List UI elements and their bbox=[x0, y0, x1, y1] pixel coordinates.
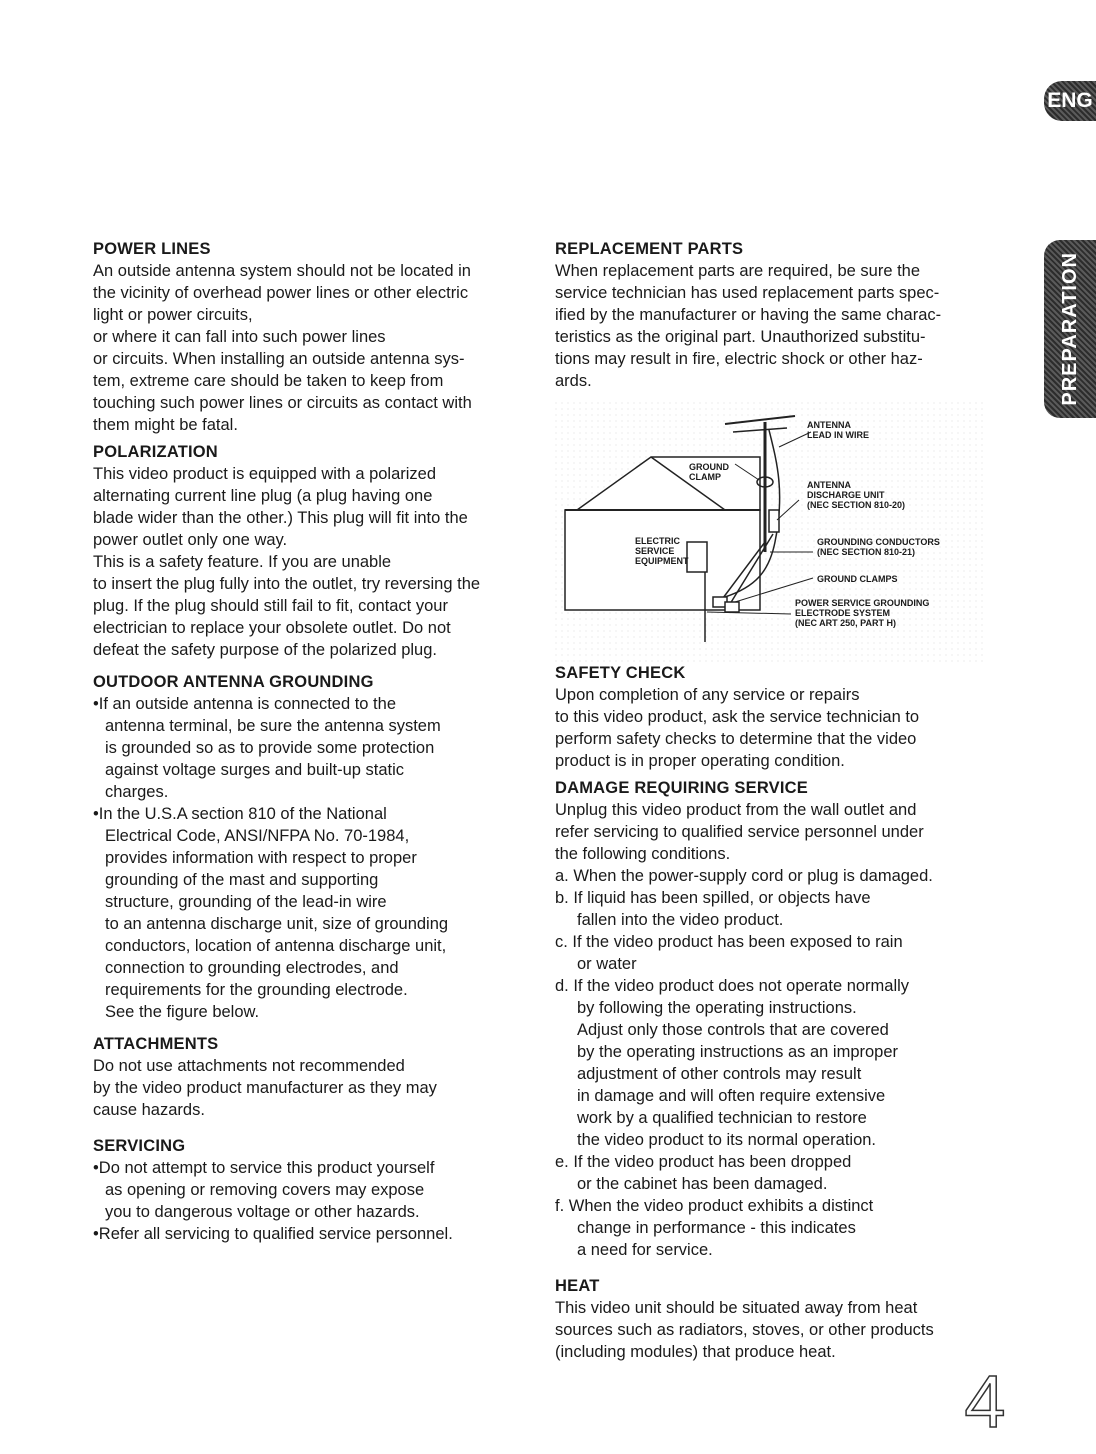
tab-preparation bbox=[1044, 240, 1096, 418]
heading-safety-check: SAFETY CHECK bbox=[555, 664, 686, 682]
text-line: cause hazards. bbox=[93, 1101, 205, 1119]
text-line: product is in proper operating condition. bbox=[555, 752, 845, 770]
text-line: you to dangerous voltage or other hazards. bbox=[105, 1203, 420, 1221]
text-line: or circuits. When installing an outside antenna sys- bbox=[93, 350, 465, 368]
heading-replacement-parts: REPLACEMENT PARTS bbox=[555, 240, 744, 258]
section-attachments bbox=[93, 1033, 523, 1121]
text-line: to insert the plug fully into the outlet, try reversing the bbox=[93, 575, 481, 593]
section-safety-check bbox=[555, 662, 985, 772]
power-lines-body bbox=[93, 260, 523, 436]
text-line: refer servicing to qualified service personnel under bbox=[555, 823, 924, 841]
list-item-line: b. If liquid has been spilled, or objects have bbox=[555, 889, 871, 907]
label-discharge-unit: ANTENNA DISCHARGE UNIT (NEC SECTION 810-20) bbox=[807, 480, 906, 510]
right-column bbox=[555, 238, 985, 1363]
text-line: provides information with respect to proper bbox=[105, 849, 417, 867]
section-damage-requiring-service bbox=[555, 777, 985, 1261]
text-line: as opening or removing covers may expose bbox=[105, 1181, 425, 1199]
text-line: See the figure below. bbox=[105, 1003, 260, 1021]
heading-polarization: POLARIZATION bbox=[93, 443, 218, 461]
servicing-body bbox=[93, 1157, 523, 1245]
text-line: Do not use attachments not recommended bbox=[93, 1057, 405, 1075]
text-line: •In the U.S.A section 810 of the National bbox=[93, 805, 387, 823]
text-line: the vicinity of overhead power lines or other electric bbox=[93, 284, 469, 302]
heading-power-lines: POWER LINES bbox=[93, 240, 211, 258]
text-line: electrician to replace your obsolete outlet. Do not bbox=[93, 619, 451, 637]
heading-attachments: ATTACHMENTS bbox=[93, 1035, 219, 1053]
label-ground-clamp: GROUND CLAMP bbox=[689, 462, 729, 482]
safety-check-body bbox=[555, 684, 985, 772]
list-item-line: by the operating instructions as an improper bbox=[577, 1043, 899, 1061]
text-line: them might be fatal. bbox=[93, 416, 238, 434]
text-line: perform safety checks to determine that the video bbox=[555, 730, 917, 748]
heading-heat: HEAT bbox=[555, 1277, 600, 1295]
text-line: (including modules) that produce heat. bbox=[555, 1343, 836, 1361]
heading-outdoor-antenna-grounding: OUTDOOR ANTENNA GROUNDING bbox=[93, 673, 374, 691]
outdoor-body bbox=[93, 693, 523, 1023]
antenna-grounding-figure bbox=[555, 402, 985, 662]
damage-body bbox=[555, 799, 985, 865]
list-item-line: Adjust only those controls that are covered bbox=[577, 1021, 889, 1039]
text-line: by the video product manufacturer as they may bbox=[93, 1079, 437, 1097]
text-line: requirements for the grounding electrode. bbox=[105, 981, 408, 999]
service-equipment-box bbox=[687, 542, 707, 572]
section-replacement-parts bbox=[555, 238, 985, 392]
text-line: conductors, location of antenna discharge unit, bbox=[105, 937, 447, 955]
text-line: is grounded so as to provide some protection bbox=[105, 739, 435, 757]
label-electrode-system: POWER SERVICE GROUNDING ELECTRODE SYSTEM (NEC ART 250, PART H) bbox=[795, 598, 930, 628]
section-power-lines bbox=[93, 238, 523, 436]
list-item-line: fallen into the video product. bbox=[577, 911, 784, 929]
label-electric-service: ELECTRIC SERVICE EQUIPMENT bbox=[635, 536, 689, 566]
heading-servicing: SERVICING bbox=[93, 1137, 186, 1155]
text-line: •If an outside antenna is connected to the bbox=[93, 695, 396, 713]
text-line: structure, grounding of the lead-in wire bbox=[105, 893, 387, 911]
text-line: •Refer all servicing to qualified service personnel. bbox=[93, 1225, 453, 1243]
page-number: 4 bbox=[964, 1360, 1006, 1443]
text-line: antenna terminal, be sure the antenna system bbox=[105, 717, 441, 735]
section-heat bbox=[555, 1275, 985, 1363]
text-line: plug. If the plug should still fail to fit, contact your bbox=[93, 597, 448, 615]
text-line: to an antenna discharge unit, size of grounding bbox=[105, 915, 449, 933]
label-grounding-conductors: GROUNDING CONDUCTORS (NEC SECTION 810-21) bbox=[817, 537, 940, 557]
text-line: power outlet only one way. bbox=[93, 531, 288, 549]
text-line: grounding of the mast and supporting bbox=[105, 871, 379, 889]
text-line: against voltage surges and built-up static bbox=[105, 761, 405, 779]
text-line: to this video product, ask the service technician to bbox=[555, 708, 920, 726]
text-line: light or power circuits, bbox=[93, 306, 253, 324]
label-ground-clamps: GROUND CLAMPS bbox=[817, 574, 898, 584]
text-line: the following conditions. bbox=[555, 845, 731, 863]
damage-items bbox=[555, 865, 985, 1261]
text-line: connection to grounding electrodes, and bbox=[105, 959, 399, 977]
ground-clamp-b bbox=[725, 602, 739, 612]
tab-preparation-label: PREPARATION bbox=[1058, 252, 1081, 406]
text-line: service technician has used replacement parts spec- bbox=[555, 284, 940, 302]
text-line: defeat the safety purpose of the polarized plug. bbox=[93, 641, 437, 659]
list-item-line: work by a qualified technician to restore bbox=[577, 1109, 867, 1127]
list-item-line: e. If the video product has been dropped bbox=[555, 1153, 852, 1171]
list-item-line: d. If the video product does not operate normally bbox=[555, 977, 910, 995]
text-line: tions may result in fire, electric shock or other haz- bbox=[555, 350, 923, 368]
left-column bbox=[93, 238, 523, 1245]
text-line: •Do not attempt to service this product yourself bbox=[93, 1159, 435, 1177]
text-line: Electrical Code, ANSI/NFPA No. 70-1984, bbox=[105, 827, 410, 845]
text-line: or where it can fall into such power lines bbox=[93, 328, 386, 346]
text-line: alternating current line plug (a plug having one bbox=[93, 487, 433, 505]
discharge-unit-box bbox=[769, 510, 779, 532]
section-outdoor-antenna-grounding bbox=[93, 671, 523, 1023]
label-antenna-lead: ANTENNA LEAD IN WIRE bbox=[807, 420, 869, 440]
tab-eng: ENG bbox=[1044, 81, 1096, 121]
heat-body bbox=[555, 1297, 985, 1363]
list-item-line: change in performance - this indicates bbox=[577, 1219, 856, 1237]
list-item-line: c. If the video product has been exposed to rain bbox=[555, 933, 903, 951]
text-line: touching such power lines or circuits as contact with bbox=[93, 394, 472, 412]
list-item-line: or water bbox=[577, 955, 637, 973]
text-line: charges. bbox=[105, 783, 169, 801]
list-item-line: adjustment of other controls may result bbox=[577, 1065, 862, 1083]
list-item-line: in damage and will often require extensive bbox=[577, 1087, 886, 1105]
section-polarization bbox=[93, 441, 523, 661]
text-line: ards. bbox=[555, 372, 592, 390]
heading-damage-requiring-service: DAMAGE REQUIRING SERVICE bbox=[555, 779, 808, 797]
text-line: sources such as radiators, stoves, or other products bbox=[555, 1321, 934, 1339]
section-servicing bbox=[93, 1135, 523, 1245]
text-line: Upon completion of any service or repairs bbox=[555, 686, 860, 704]
text-line: This is a safety feature. If you are unable bbox=[93, 553, 392, 571]
text-line: ified by the manufacturer or having the same charac- bbox=[555, 306, 942, 324]
text-line: Unplug this video product from the wall outlet and bbox=[555, 801, 917, 819]
text-line: When replacement parts are required, be sure the bbox=[555, 262, 921, 280]
list-item-line: f. When the video product exhibits a distinct bbox=[555, 1197, 874, 1215]
list-item-line: a need for service. bbox=[577, 1241, 713, 1259]
list-item-line: a. When the power-supply cord or plug is damaged. bbox=[555, 867, 933, 885]
text-line: An outside antenna system should not be located in bbox=[93, 262, 471, 280]
text-line: This video product is equipped with a polarized bbox=[93, 465, 437, 483]
attachments-body bbox=[93, 1055, 523, 1121]
text-line: teristics as the original part. Unauthorized substitu- bbox=[555, 328, 926, 346]
polarization-body bbox=[93, 463, 523, 661]
text-line: This video unit should be situated away from heat bbox=[555, 1299, 918, 1317]
replacement-body bbox=[555, 260, 985, 392]
text-line: tem, extreme care should be taken to keep from bbox=[93, 372, 444, 390]
list-item-line: by following the operating instructions. bbox=[577, 999, 857, 1017]
list-item-line: or the cabinet has been damaged. bbox=[577, 1175, 828, 1193]
text-line: blade wider than the other.) This plug will fit into the bbox=[93, 509, 468, 527]
list-item-line: the video product to its normal operation. bbox=[577, 1131, 877, 1149]
